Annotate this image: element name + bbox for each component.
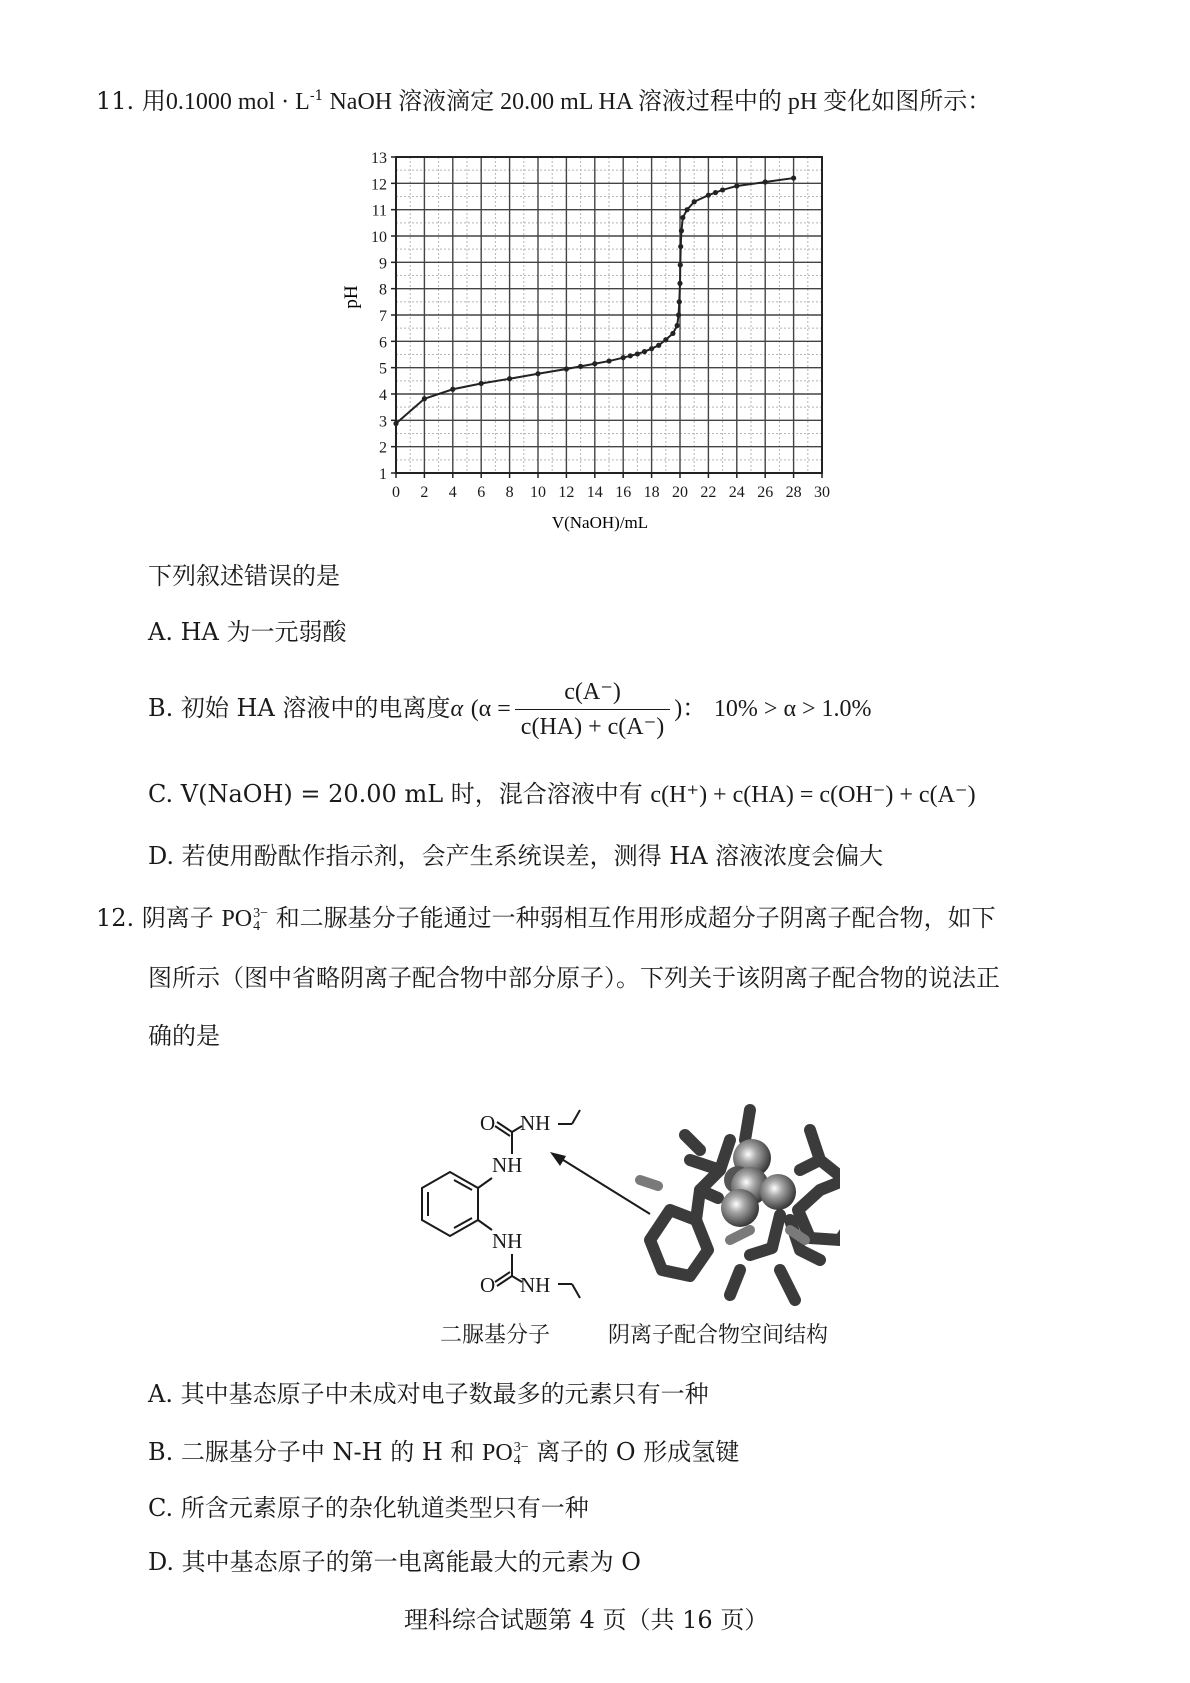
data-point (628, 353, 633, 358)
charge-balance-equation: c(H⁺) + c(HA) = c(OH⁻) + c(A⁻) (650, 782, 976, 808)
data-point (450, 387, 455, 392)
q12-stem-line3: 确的是 (148, 1022, 220, 1050)
option-text: V(NaOH) = 20.00 mL 时，混合溶液中有 (180, 780, 643, 808)
data-point (535, 371, 540, 376)
x-tick-label: 8 (505, 484, 514, 501)
alpha-symbol: α (450, 696, 464, 722)
data-point (649, 346, 654, 351)
x-tick-label: 18 (643, 484, 660, 501)
data-point (663, 337, 668, 342)
q12-figure (400, 1080, 840, 1315)
x-tick-label: 22 (700, 484, 717, 501)
option-text: HA 为一元弱酸 (180, 618, 347, 646)
y-tick-label: 12 (371, 176, 387, 194)
data-point (763, 179, 768, 184)
option-text: 离子的 O 形成氢键 (536, 1438, 740, 1466)
data-point (713, 190, 718, 195)
bis-urea-structure (422, 1110, 650, 1298)
atom-o-bottom: O (480, 1273, 496, 1297)
q12-option-d[interactable] (148, 1546, 641, 1578)
q12-option-a[interactable] (148, 1378, 709, 1410)
data-point (706, 193, 711, 198)
atom-nh-top-right: NH (520, 1111, 551, 1135)
fraction-denominator: c(HA) + c(A⁻) (520, 714, 665, 740)
data-point (393, 421, 398, 426)
option-text: 所含元素原子的杂化轨道类型只有一种 (180, 1494, 589, 1522)
data-point (479, 381, 484, 386)
x-axis-label: V(NaOH)/mL (551, 513, 649, 532)
option-label: C. (148, 780, 174, 808)
data-point (685, 207, 690, 212)
page-footer: 理科综合试题第 4 页（共 16 页） (404, 1606, 769, 1634)
alpha-def-open: (α = (470, 696, 511, 722)
data-point (679, 228, 684, 233)
data-point (720, 187, 725, 192)
x-tick-label: 20 (672, 484, 688, 501)
x-tick-label: 0 (392, 484, 400, 501)
data-point (791, 175, 796, 180)
x-tick-label: 16 (615, 484, 632, 501)
y-tick-label: 3 (379, 413, 387, 431)
y-tick-label: 9 (379, 255, 387, 273)
phosphate-ion (221, 906, 269, 935)
q11-option-d[interactable] (148, 840, 883, 872)
fraction-numerator: c(A⁻) (515, 675, 670, 710)
q11-number: 11. (96, 87, 135, 115)
q12-stem-line1 (96, 902, 996, 935)
data-point (676, 312, 681, 317)
data-point (642, 349, 647, 354)
y-tick-label: 13 (371, 150, 387, 167)
q12-text: 阴离子 (141, 904, 214, 932)
caption-complex: 阴离子配合物空间结构 (608, 1323, 829, 1348)
caption-bis-urea: 二脲基分子 (440, 1323, 551, 1348)
x-tick-label: 6 (477, 484, 486, 501)
option-label: A. (148, 1380, 173, 1408)
q11-concentration: 0.1000 mol · L (165, 89, 310, 115)
data-point (422, 396, 427, 401)
option-label: D. (148, 842, 175, 870)
y-tick-label: 8 (379, 281, 387, 299)
x-tick-label: 26 (757, 484, 774, 501)
option-label: D. (148, 1548, 175, 1576)
option-text: 其中基态原子的第一电离能最大的元素为 O (181, 1548, 641, 1576)
ion-charge: 3− (253, 906, 269, 922)
q11-stem-rest: NaOH 溶液滴定 20.00 mL HA 溶液过程中的 pH 变化如图所示： (323, 89, 992, 115)
q11-prompt: 下列叙述错误的是 (148, 562, 340, 590)
data-point (635, 351, 640, 356)
atom-nh-top: NH (492, 1153, 523, 1177)
data-point (734, 183, 739, 188)
option-text: 若使用酚酞作指示剂，会产生系统误差，测得 HA 溶液浓度会偏大 (181, 842, 884, 870)
y-axis-label: pH (341, 285, 362, 309)
y-tick-label: 7 (379, 308, 387, 325)
x-tick-label: 14 (586, 484, 603, 501)
y-tick-label: 4 (379, 387, 387, 404)
data-point (621, 355, 626, 360)
option-label: A. (148, 618, 173, 646)
q12-text: 和二脲基分子能通过一种弱相互作用形成超分子阴离子配合物，如下 (275, 904, 996, 932)
ion-charge: 3− (513, 1440, 529, 1456)
q11-stem (96, 80, 991, 118)
option-text: 初始 HA 溶液中的电离度 (180, 694, 451, 722)
data-point (675, 323, 680, 328)
ion-formula: PO (221, 906, 253, 932)
option-text: 其中基态原子中未成对电子数最多的元素只有一种 (180, 1380, 709, 1408)
ion-subscript: 4 (513, 1453, 521, 1469)
y-tick-label: 11 (371, 202, 387, 220)
q11-stem-part: 用 (141, 87, 166, 115)
x-tick-label: 30 (814, 484, 830, 501)
option-label: C. (148, 1494, 174, 1522)
data-point (606, 358, 611, 363)
q11-option-a[interactable] (148, 616, 347, 648)
q12-stem-line2: 图所示（图中省略阴离子配合物中部分原子）。下列关于该阴离子配合物的说法正 (148, 964, 1000, 992)
atom-nh-bottom: NH (492, 1229, 523, 1253)
alpha-fraction (515, 675, 670, 744)
y-tick-label: 2 (379, 439, 387, 457)
q12-option-b[interactable] (148, 1436, 739, 1469)
atom-nh-bottom-right: NH (520, 1273, 551, 1297)
y-tick-label: 1 (379, 466, 387, 483)
data-point (656, 343, 661, 348)
q11-option-b[interactable] (148, 672, 872, 745)
data-point (592, 361, 597, 366)
x-tick-label: 24 (728, 484, 745, 501)
data-point (680, 215, 685, 220)
q11-option-c[interactable] (148, 778, 976, 811)
data-point (677, 281, 682, 286)
option-text: 二脲基分子中 N-H 的 H 和 (180, 1438, 475, 1466)
ion-formula: PO (482, 1440, 513, 1466)
y-tick-label: 6 (379, 334, 387, 352)
x-tick-label: 28 (785, 484, 802, 501)
data-point (677, 299, 682, 304)
x-tick-label: 4 (448, 484, 457, 501)
q12-option-c[interactable] (148, 1492, 589, 1524)
q12-number: 12. (96, 904, 135, 932)
arrow-head-icon (550, 1152, 566, 1166)
x-tick-label: 10 (530, 484, 546, 501)
x-tick-label: 2 (420, 484, 429, 501)
data-point (678, 244, 683, 249)
atom-o-top: O (480, 1111, 496, 1135)
alpha-range: 10% > α > 1.0% (713, 696, 872, 722)
data-point (692, 199, 697, 204)
titration-chart (340, 145, 840, 535)
option-label: B. (148, 694, 174, 722)
x-tick-labels (392, 473, 830, 501)
y-tick-labels (371, 150, 396, 483)
data-point (670, 331, 675, 336)
data-point (678, 262, 683, 267)
ion-subscript: 4 (253, 919, 261, 935)
y-tick-label: 5 (379, 360, 387, 378)
data-point (507, 376, 512, 381)
phosphate-ion (482, 1440, 529, 1469)
q11-exponent: -1 (309, 88, 324, 104)
option-label: B. (148, 1438, 174, 1466)
alpha-def-close: )： (674, 696, 707, 722)
x-tick-label: 12 (558, 484, 575, 501)
data-point (578, 364, 583, 369)
y-tick-label: 10 (371, 229, 387, 246)
data-point (564, 366, 569, 371)
